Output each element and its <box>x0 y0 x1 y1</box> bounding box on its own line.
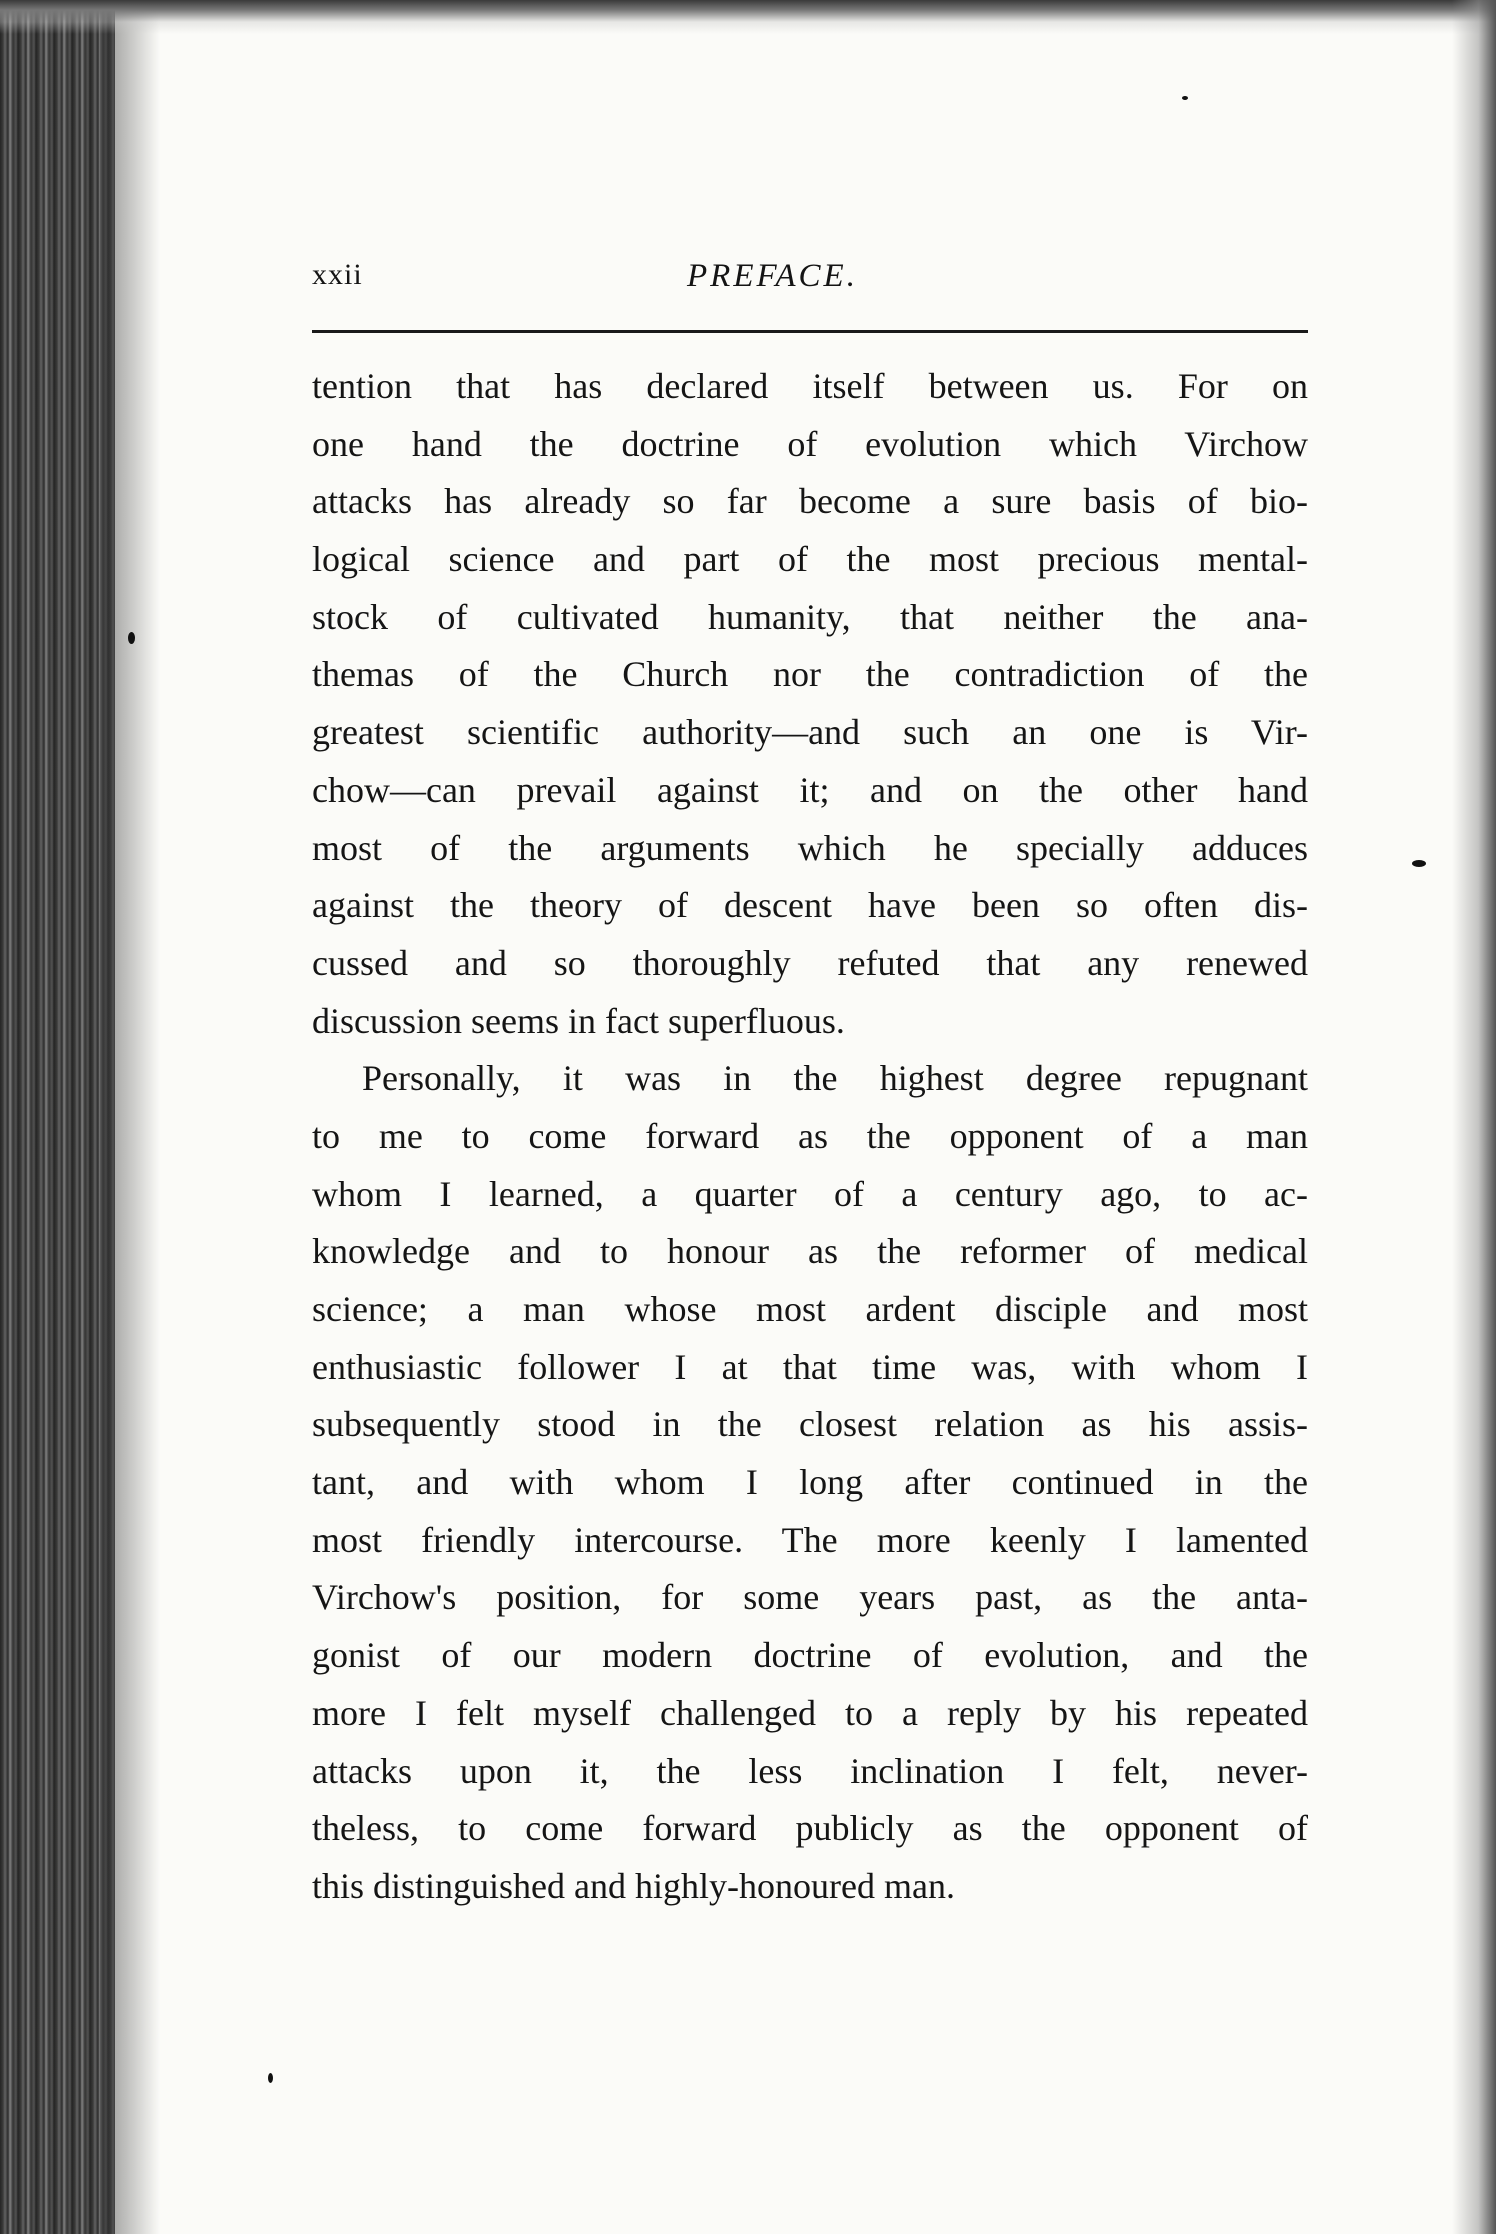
binding-shadow <box>100 0 160 2234</box>
text-line: cussed and so thoroughly refuted that any renewed <box>312 942 1308 983</box>
text-line: themas of the Church nor the contradiction of the <box>312 654 1308 695</box>
running-title: PREFACE. <box>687 258 858 294</box>
text-line: more I felt myself challenged to a reply by his repeated <box>312 1692 1308 1733</box>
text-line: attacks has already so far become a sure basis of bio- <box>312 481 1308 522</box>
text-line: chow—can prevail against it; and on the other hand <box>312 769 1308 810</box>
right-page-edge <box>1452 0 1496 2234</box>
text-line: logical science and part of the most precious mental- <box>312 539 1308 580</box>
text-line: tention that has declared itself between us. For on <box>312 366 1308 406</box>
text-line: enthusiastic follower I at that time was, with whom I <box>312 1346 1308 1387</box>
page-binding-edge <box>0 0 115 2234</box>
scan-speck <box>128 632 135 644</box>
text-line: subsequently stood in the closest relation as his assis- <box>312 1404 1308 1445</box>
text-line: tant, and with whom I long after continued in the <box>312 1462 1308 1503</box>
paragraph <box>312 1050 1308 1915</box>
paragraph <box>312 358 1308 1050</box>
page-header <box>312 258 1312 308</box>
text-line: this distinguished and highly-honoured man. <box>312 1865 955 1906</box>
scan-speck <box>268 2073 273 2083</box>
header-rule <box>312 330 1308 333</box>
text-line: most friendly intercourse. The more keenly I lamented <box>312 1519 1308 1560</box>
scan-speck <box>1182 96 1188 100</box>
scan-speck <box>1412 860 1426 867</box>
text-line: one hand the doctrine of evolution which Virchow <box>312 423 1308 464</box>
text-line: to me to come forward as the opponent of a man <box>312 1115 1308 1156</box>
text-line: gonist of our modern doctrine of evolution, and the <box>312 1635 1308 1676</box>
text-line: knowledge and to honour as the reformer of medical <box>312 1231 1308 1272</box>
text-line: against the theory of descent have been so often dis- <box>312 885 1308 926</box>
text-line: Virchow's position, for some years past, as the anta- <box>312 1577 1308 1618</box>
text-line: Personally, it was in the highest degree repugnant <box>362 1058 1308 1099</box>
text-line: attacks upon it, the less inclination I felt, never- <box>312 1750 1308 1791</box>
text-line: greatest scientific authority—and such an one is Vir- <box>312 712 1308 753</box>
text-line: science; a man whose most ardent disciple and most <box>312 1289 1308 1329</box>
text-line: discussion seems in fact superfluous. <box>312 1000 845 1041</box>
text-line: whom I learned, a quarter of a century ago, to ac- <box>312 1173 1308 1214</box>
top-page-edge <box>0 0 1496 34</box>
text-line: most of the arguments which he specially adduces <box>312 827 1308 868</box>
text-line: stock of cultivated humanity, that neither the ana- <box>312 596 1308 637</box>
text-line: theless, to come forward publicly as the opponent of <box>312 1808 1308 1849</box>
page-number: xxii <box>312 258 363 291</box>
body-text <box>312 358 1308 1916</box>
